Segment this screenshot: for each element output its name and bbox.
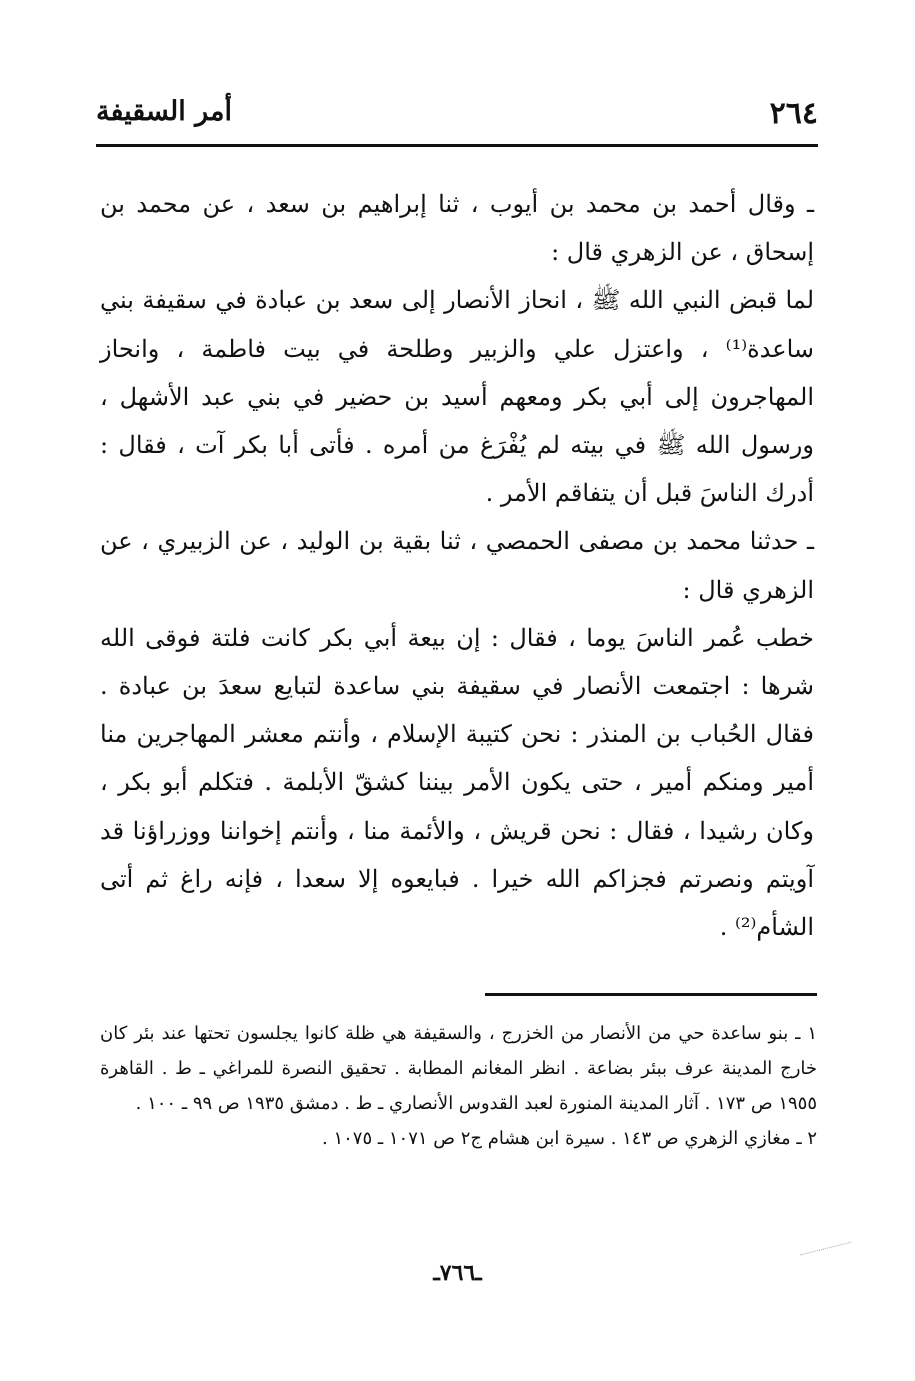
main-text xyxy=(100,180,814,951)
footnotes xyxy=(100,1016,817,1156)
header-chapter-title: أمر السقيفة xyxy=(96,96,233,127)
footnote-separator xyxy=(485,993,817,996)
footnote-2: ٢ ـ مغازي الزهري ص ١٤٣ . سيرة ابن هشام ج٢ ص ١٠٧١ ـ ١٠٧٥ . xyxy=(322,1128,817,1149)
footer-page-number: ـ٧٦٦ـ xyxy=(433,1260,482,1286)
body-paragraph: ـ حدثنا محمد بن مصفى الحمصي ، ثنا بقية بن الوليد ، عن الزبيري ، عن الزهري قال : xyxy=(100,527,814,604)
body-paragraph: لما قبض النبي الله ﷺ ، انحاز الأنصار إلى سعد بن عبادة في سقيفة بني ساعدة⁽¹⁾ ، واعتزل علي والزبير وطلحة في بيت فاطمة ، وانحاز المهاجرون إلى أبي بكر ومعهم أسيد بن حضير في بني عبد الأشهل ، ورسول الله ﷺ في بيته لم يُفْرَغ من أمره . فأتى أبا بكر آت ، فقال : أدرك الناسَ قبل أن يتفاقم الأمر . xyxy=(100,286,814,508)
header-page-number: ٢٦٤ xyxy=(769,96,818,131)
body-paragraph: خطب عُمر الناسَ يوما ، فقال : إن بيعة أبي بكر كانت فلتة فوقى الله شرها : اجتمعت الأنصار في سقيفة بني ساعدة لتبايع سعدَ بن عبادة . فقال الحُباب بن المنذر : نحن كتيبة الإسلام ، وأنتم معشر المهاجرين منا أمير ومنكم أمير ، حتى يكون الأمر بيننا كشقّ الأبلمة . فتكلم أبو بكر ، وكان رشيدا ، فقال : نحن قريش ، والأئمة منا ، وأنتم إخواننا ووزراؤنا قد آويتم ونصرتم فجزاكم الله خيرا . فبايعوه إلا سعدا ، فإنه راغ ثم أتى الشأم⁽²⁾ . xyxy=(100,623,815,942)
body-paragraph: ـ وقال أحمد بن محمد بن أيوب ، ثنا إبراهيم بن سعد ، عن محمد بن إسحاق ، عن الزهري قال : xyxy=(100,190,814,267)
header-rule xyxy=(96,144,818,147)
running-header xyxy=(96,88,818,144)
scan-artifact xyxy=(801,1242,852,1257)
footnote-1: ١ ـ بنو ساعدة حي من الأنصار من الخزرج ، والسقيفة هي ظلة كانوا يجلسون تحتها عند بئر كان خارج المدينة عرف ببئر بضاعة . انظر المغانم المطابة . تحقيق النصرة للمراغي ـ ط . القاهرة ١٩٥٥ ص ١٧٣ . آثار المدينة المنورة لعبد القدوس الأنصاري ـ ط . دمشق ١٩٣٥ ص ٩٩ ـ ١٠٠ . xyxy=(100,1023,817,1114)
